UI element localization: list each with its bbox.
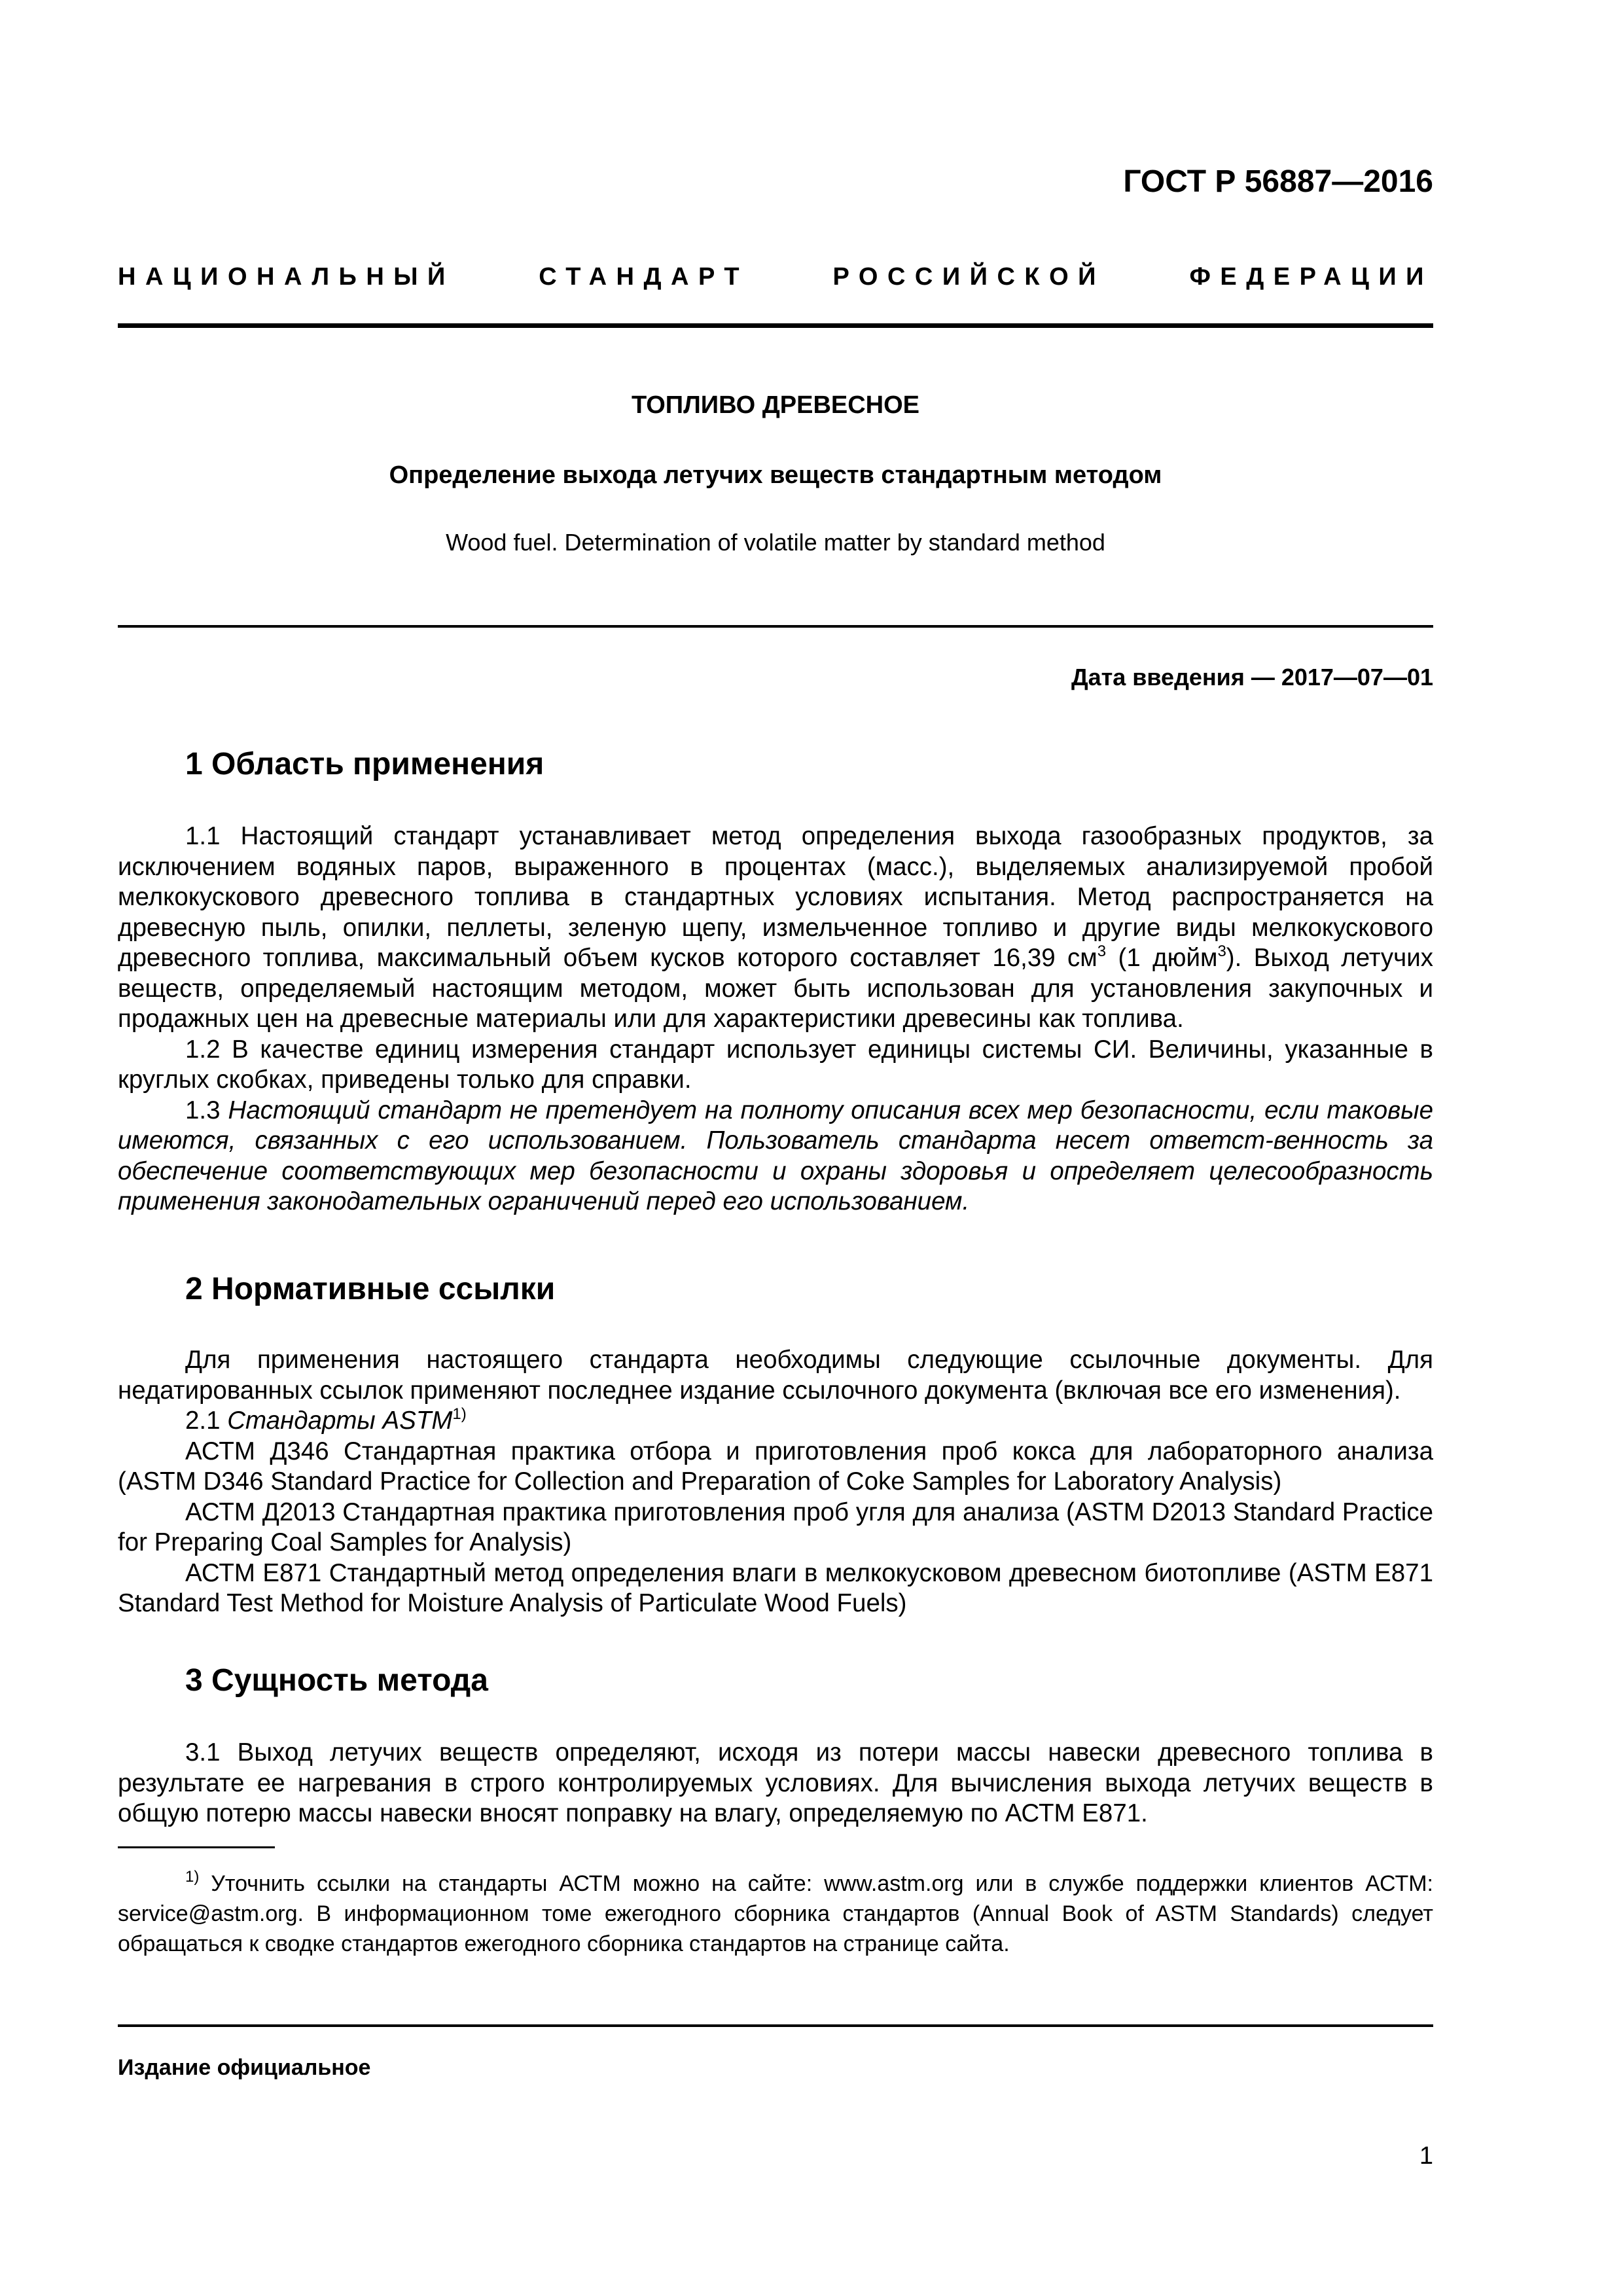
paragraph-2-1: 2.1 Стандарты ASTM$^{1)}$ [185,1405,467,1435]
section-2-heading: 2 Нормативные ссылки [185,1272,556,1306]
english-title: Wood fuel. Determination of volatile matter by standard method [446,529,1105,556]
paragraph-3-1: 3.1 Выход летучих веществ определяют, исходя из потери массы навески древесного топлива в результате ее нагревания в строго контролируемых условиях. Для вычисления выхода летучих веществ в общую потерю массы навески вносят поправку на влагу, определяемую по АСТМ E871. [118,1738,1433,1827]
date-introduced: Дата введения — 2017—07—01 [1071,664,1433,691]
paragraph-1-3: 1.3 Настоящий стандарт не претендует на полноту описания всех мер безопасности, если таковые имеются, связанных с его использованием. Пользователь стандарта несет ответст-венность за обеспечение соответствующих мер безопасности и охраны здоровья и определяет целесообразность применения законодательных ограничений перед его использованием. [118,1096,1433,1215]
section-2-body [118,1345,1433,1619]
document-subtitle: Определение выхода летучих веществ стандартным методом [389,461,1162,489]
page-number: 1 [1419,2142,1433,2170]
standard-number: ГОСТ Р 56887—2016 [1123,164,1433,199]
paragraph-1-2: 1.2 В качестве единиц измерения стандарт использует единицы системы СИ. Величины, указанные в круглых скобках, приведены только для справки. [118,1035,1433,1094]
section-3-body [118,1738,1433,1829]
banner-word-4: ФЕДЕРАЦИИ [1189,263,1433,291]
banner-word-2: СТАНДАРТ [539,263,749,291]
banner-word-3: РОССИЙСКОЙ [832,263,1105,291]
footnote-divider [118,1846,275,1848]
official-edition-label: Издание официальное [118,2055,371,2080]
document-title: ТОПЛИВО ДРЕВЕСНОЕ [631,391,920,419]
section-1-heading: 1 Область применения [185,747,544,781]
banner-word-1: НАЦИОНАЛЬНЫЙ [118,263,455,291]
reference-astm-e871: АСТМ E871 Стандартный метод определения влаги в мелкокусковом древесном биотопливе (ASTM E871 Standard Test Method for Moisture Analysis of Particulate Wood Fuels) [118,1558,1433,1617]
header-divider [118,323,1433,328]
footnote: $^{1)}$ Уточнить ссылки на стандарты АСТМ можно на сайте: www.astm.org или в службе поддержки клиентов АСТМ: service@astm.org. В информационном томе ежегодного сборника стандартов (Annual Book of ASTM Standards) следует обращаться к сводке стандартов ежегодного сборника стандартов на странице сайта. [118,1868,1433,1956]
reference-astm-d346: АСТМ Д346 Стандартная практика отбора и приготовления проб кокса для лабораторного анализа (ASTM D346 Standard Practice for Collection and Preparation of Coke Samples for Laboratory Analysis) [118,1437,1433,1496]
paragraph-2-intro: Для применения настоящего стандарта необходимы следующие ссылочные документы. Для недатированных ссылок применяют последнее издание ссылочного документа (включая все его изменения). [118,1346,1433,1405]
section-1-body [118,821,1433,1217]
footnote-marker: 1) [185,1868,200,1886]
reference-astm-d2013: АСТМ Д2013 Стандартная практика приготовления проб угля для анализа (ASTM D2013 Standard Practice for Preparing Coal Samples for Analysis) [118,1498,1433,1556]
paragraph-1-1: 1.1 Настоящий стандарт устанавливает метод определения выхода газообразных продуктов, за исключением водяных паров, выраженного в процентах (масс.), выделяемых анализируемой пробой мелкокускового древесного топлива в стандартных условиях испытания. Метод распространяется на древесную пыль, опилки, пеллеты, зеленую щепу, измельченное топливо и другие виды мелкокускового древесного топлива, максимальный объем кусков которого составляет 16,39 $см^3$ (1 дюйм$^3$). Выход летучих веществ, определяемый настоящим методом, может быть использован для установления закупочных и продажных цен на древесные материалы или для характеристики древесины как топлива. [118,822,1433,1033]
title-divider [118,625,1433,628]
national-standard-banner [118,263,1433,291]
section-3-heading: 3 Сущность метода [185,1663,488,1698]
footer-divider [118,2024,1433,2027]
